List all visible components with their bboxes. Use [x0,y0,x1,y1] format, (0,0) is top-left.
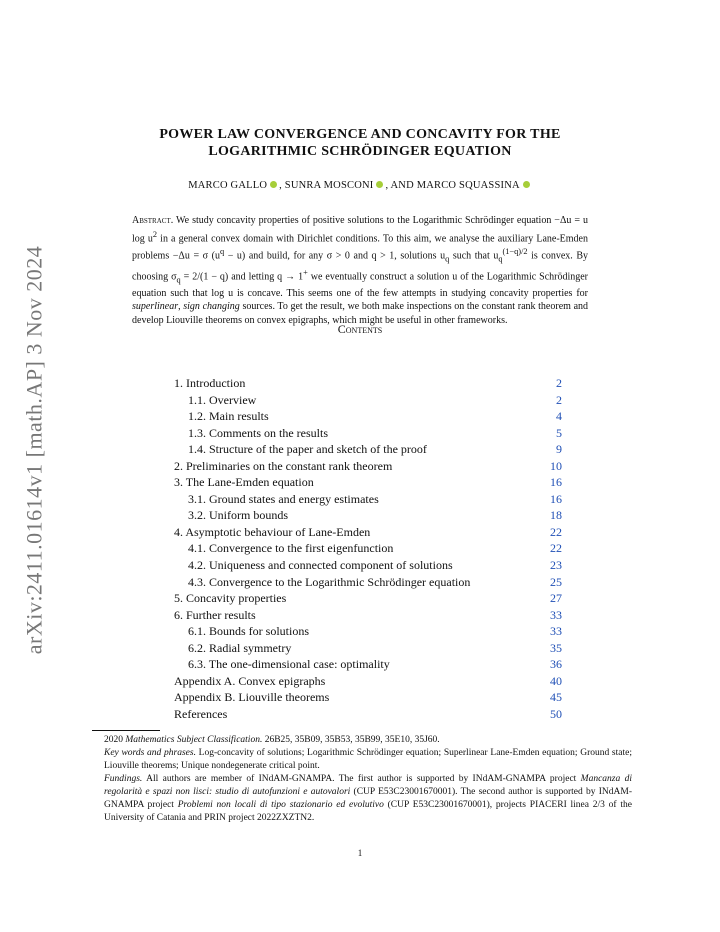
toc-entry[interactable] [174,408,562,425]
toc-entry-label: 4. Asymptotic behaviour of Lane-Emden [174,524,371,539]
toc-page-link[interactable]: 4 [556,409,562,424]
subscript: q [445,254,450,264]
abstract [132,214,588,327]
toc-page-link[interactable]: 40 [550,673,562,688]
superscript: 2 [152,229,158,239]
arxiv-identifier: arXiv:2411.01614v1 [math.AP] 3 Nov 2024 [21,245,47,655]
toc-page-link[interactable]: 22 [550,541,562,556]
toc-page-link[interactable]: 9 [556,442,562,457]
toc-page-link[interactable]: 2 [556,392,562,407]
keywords-footnote [104,747,632,773]
toc-entry-label: 1.2. Main results [188,409,269,424]
abstract-emphasis: superlinear [132,301,179,313]
toc-entry[interactable] [174,574,562,591]
toc-page-link[interactable]: 16 [550,491,562,506]
toc-entry-label: 4.1. Convergence to the first eigenfunction [188,541,394,556]
toc-entry-label: 4.2. Uniqueness and connected component of solutions [188,558,453,573]
abstract-text: , [178,301,184,313]
project-title: Problemi non locali di tipo stazionario ed evolutivo [177,800,384,810]
superscript: q [219,247,225,257]
orcid-icon[interactable] [270,181,277,188]
subscript: q [498,254,503,264]
keywords-label: Key words and phrases. [104,748,196,758]
author-1: MARCO GALLO [188,180,268,191]
toc-entry-label: 4.3. Convergence to the Logarithmic Schrödinger equation [188,574,471,589]
table-of-contents [174,375,562,722]
abstract-text: we eventually construct a solution u of the Logarithmic Schrödinger equation such that log u is concave. This seems one of the few attempts in studying concavity properties for [132,271,589,299]
abstract-text: in a general convex domain with Dirichlet conditions. To this aim, we analyse the auxiliary Lane-Emden problems −Δu = σ (u [132,232,588,262]
author-2: , SUNRA MOSCONI [279,180,374,191]
toc-entry-label: 6. Further results [174,607,256,622]
toc-entry-label: 6.1. Bounds for solutions [188,624,310,639]
abstract-text: We study concavity properties of positive solutions to the Logarithmic Schrödinger equation −Δu = u log u [132,215,588,244]
toc-entry-label: 1.1. Overview [188,392,257,407]
toc-entry[interactable] [174,507,562,524]
toc-entry-label: Appendix B. Liouville theorems [174,690,330,705]
toc-entry[interactable] [174,441,562,458]
abstract-text: = 2/(1 − q) and letting q → 1 [180,271,304,283]
abstract-emphasis: sign changing [183,301,240,313]
toc-page-link[interactable]: 16 [550,475,562,490]
orcid-icon[interactable] [376,181,383,188]
toc-page-link[interactable]: 25 [550,574,562,589]
toc-page-link[interactable]: 35 [550,640,562,655]
msc-label: Mathematics Subject Classification. [125,735,263,745]
arxiv-side-label [14,220,54,680]
superscript: + [303,268,308,278]
toc-page-link[interactable]: 18 [550,508,562,523]
toc-page-link[interactable]: 23 [550,558,562,573]
toc-page-link[interactable]: 2 [556,376,562,390]
toc-page-link[interactable]: 22 [550,524,562,539]
abstract-text: such that u [449,250,499,262]
toc-entry[interactable] [174,590,562,607]
toc-entry[interactable] [174,706,562,723]
toc-entry-label: 2. Preliminaries on the constant rank theorem [174,458,393,473]
toc-entry-label: 1. Introduction [174,376,246,390]
paper-title [100,126,620,160]
toc-entry-label: References [174,706,228,721]
toc-page-link[interactable]: 5 [556,425,562,440]
abstract-text: sources. To get the result, we both make inspections on the constant rank theorem and develop Liouville theorems on convex epigraphs, which might be useful in other frameworks. [132,301,589,326]
toc-entry-label: 3.2. Uniform bounds [188,508,288,523]
toc-entry[interactable] [174,392,562,409]
footnote-divider [92,730,160,731]
project-title: Mancanza di regolarità e spazi non lisci: studio di autofunzioni e autovalori [104,774,632,797]
toc-entry[interactable] [174,375,562,392]
author-3: , AND MARCO SQUASSINA [385,180,520,191]
toc-entry[interactable] [174,557,562,574]
fundings-text: (CUP E53C23001670001). The second author is supported by INdAM-GNAMPA project [104,787,633,810]
abstract-label: Abstract. [132,215,174,226]
abstract-text: is convex. By choosing σ [132,250,589,283]
msc-footnote [104,734,632,747]
toc-entry-label: Appendix A. Convex epigraphs [174,673,326,688]
toc-entry[interactable] [174,474,562,491]
contents-heading: Contents [337,322,383,336]
keywords-text: Log-concavity of solutions; Logarithmic Schrödinger equation; Superlinear Lane-Emden equation; Ground state; Liouville theorems; Unique nondegenerate critical point. [104,748,632,771]
toc-entry[interactable] [174,458,562,475]
title-line-1: POWER LAW CONVERGENCE AND CONCAVITY FOR THE [159,127,561,142]
toc-page-link[interactable]: 45 [550,690,562,705]
toc-entry-label: 3. The Lane-Emden equation [174,475,314,490]
toc-page-link[interactable]: 33 [550,624,562,639]
toc-entry-label: 6.3. The one-dimensional case: optimality [188,657,390,672]
subscript: q [176,275,181,285]
page-number: 1 [357,848,363,858]
toc-entry[interactable] [174,673,562,690]
toc-entry[interactable] [174,425,562,442]
fundings-label: Fundings. [104,774,143,784]
msc-year: 2020 [104,735,126,745]
msc-codes: 26B25, 35B09, 35B53, 35B99, 35E10, 35J60. [262,735,440,745]
toc-entry[interactable] [174,540,562,557]
fundings-footnote [104,773,632,825]
toc-entry[interactable] [174,491,562,508]
toc-entry-label: 5. Concavity properties [174,591,287,606]
toc-entry[interactable] [174,640,562,657]
toc-page-link[interactable]: 50 [550,706,562,721]
superscript: (1−q)/2 [502,247,528,257]
toc-page-link[interactable]: 10 [550,458,562,473]
toc-entry-label: 6.2. Radial symmetry [188,640,292,655]
toc-entry[interactable] [174,689,562,706]
orcid-icon[interactable] [523,181,530,188]
author-list [100,180,620,191]
toc-entry-label: 3.1. Ground states and energy estimates [188,491,379,506]
toc-entry[interactable] [174,623,562,640]
toc-entry[interactable] [174,607,562,624]
toc-entry[interactable] [174,524,562,541]
toc-page-link[interactable]: 27 [550,591,562,606]
footnotes [104,734,632,825]
toc-entry-label: 1.4. Structure of the paper and sketch of the proof [188,442,427,457]
title-line-2: LOGARITHMIC SCHRÖDINGER EQUATION [208,144,512,159]
toc-page-link[interactable]: 33 [550,607,562,622]
fundings-text: All authors are member of INdAM-GNAMPA. The first author is supported by INdAM-GNAMPA project [142,774,581,784]
abstract-text: − u) and build, for any σ > 0 and q > 1, solutions u [224,250,446,262]
toc-page-link[interactable]: 36 [550,657,562,672]
toc-entry-label: 1.3. Comments on the results [188,425,328,440]
fundings-text: (CUP E53C23001670001), projects PIACERI linea 2/3 of the University of Catania and PRIN project 2022ZXZTN2. [104,800,632,823]
toc-entry[interactable] [174,656,562,673]
